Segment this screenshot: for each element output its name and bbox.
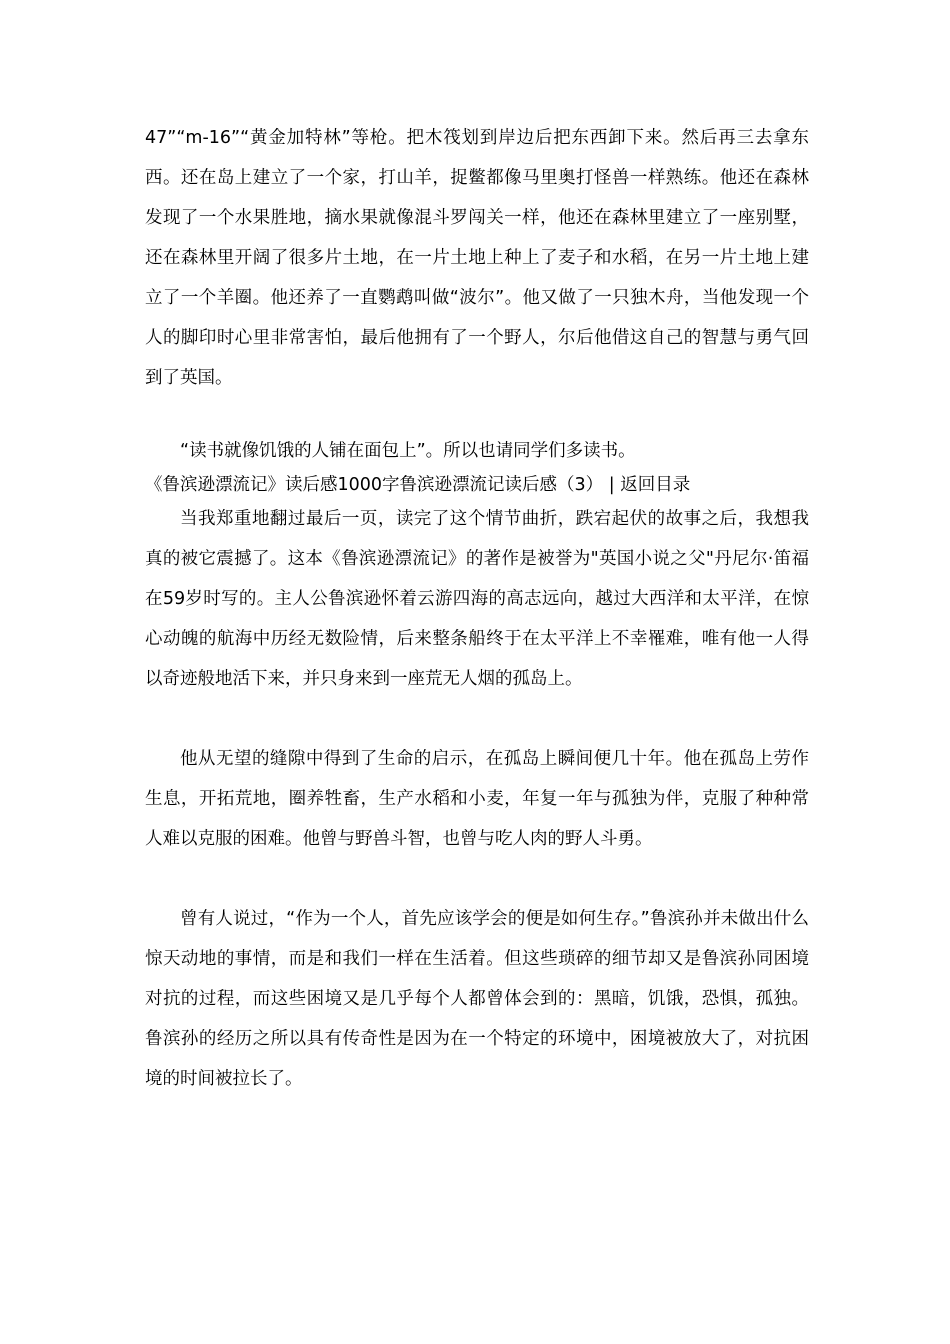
paragraph-spacer	[145, 398, 809, 431]
paragraph-robinson-summary: 47”“m-16”“黄金加特林”等枪。把木筏划到岸边后把东西卸下来。然后再三去拿东西。还在岛上建立了一个家，打山羊，捉鳖都像马里奥打怪兽一样熟练。他还在森林发现了一个水果胜地，摘水果就像混斗罗闯关一样，他还在森林里建立了一座别墅，还在森林里开阔了很多片土地，在一片土地上种上了麦子和水稻，在另一片土地上建立了一个羊圈。他还养了一直鹦鹉叫做“波尔”。他又做了一只独木舟，当他发现一个人的脚印时心里非常害怕，最后他拥有了一个野人，尔后他借这自己的智慧与勇气回到了英国。	[145, 128, 809, 388]
back-to-toc-link[interactable]: | 返回目录	[608, 475, 691, 495]
section-heading-title: 《鲁滨逊漂流记》读后感1000字鲁滨逊漂流记读后感（3）	[145, 475, 604, 495]
paragraph-survival-reflection: 曾有人说过，“作为一个人，首先应该学会的便是如何生存。”鲁滨孙并未做出什么惊天动地的事情，而是和我们一样在生活着。但这些琐碎的细节却又是鲁滨孙同困境对抗的过程，而这些困境又是几乎每个人都曾体会到的：黑暗，饥饿，恐惧，孤独。鲁滨孙的经历之所以具有传奇性是因为在一个特定的环境中，困境被放大了，对抗困境的时间被拉长了。	[145, 909, 809, 1089]
paragraph-reading-quote: “读书就像饥饿的人铺在面包上”。所以也请同学们多读书。	[180, 441, 636, 461]
paragraph-spacer	[145, 859, 809, 899]
paragraph-island-life: 他从无望的缝隙中得到了生命的启示，在孤岛上瞬间便几十年。他在孤岛上劳作生息，开拓荒地，圈养牲畜，生产水稻和小麦，年复一年与孤独为伴，克服了种种常人难以克服的困难。他曾与野兽斗智，也曾与吃人肉的野人斗勇。	[145, 749, 809, 849]
paragraph-book-intro: 当我郑重地翻过最后一页，读完了这个情节曲折，跌宕起伏的故事之后，我想我真的被它震撼了。这本《鲁滨逊漂流记》的著作是被誉为"英国小说之父"丹尼尔·笛福在59岁时写的。主人公鲁滨逊怀着云游四海的高志远向，越过大西洋和太平洋，在惊心动魄的航海中历经无数险情，后来整条船终于在太平洋上不幸罹难，唯有他一人得以奇迹般地活下来，并只身来到一座荒无人烟的孤岛上。	[145, 509, 809, 689]
section-heading	[145, 471, 809, 499]
paragraph-spacer	[145, 699, 809, 739]
document-body	[145, 118, 809, 1099]
